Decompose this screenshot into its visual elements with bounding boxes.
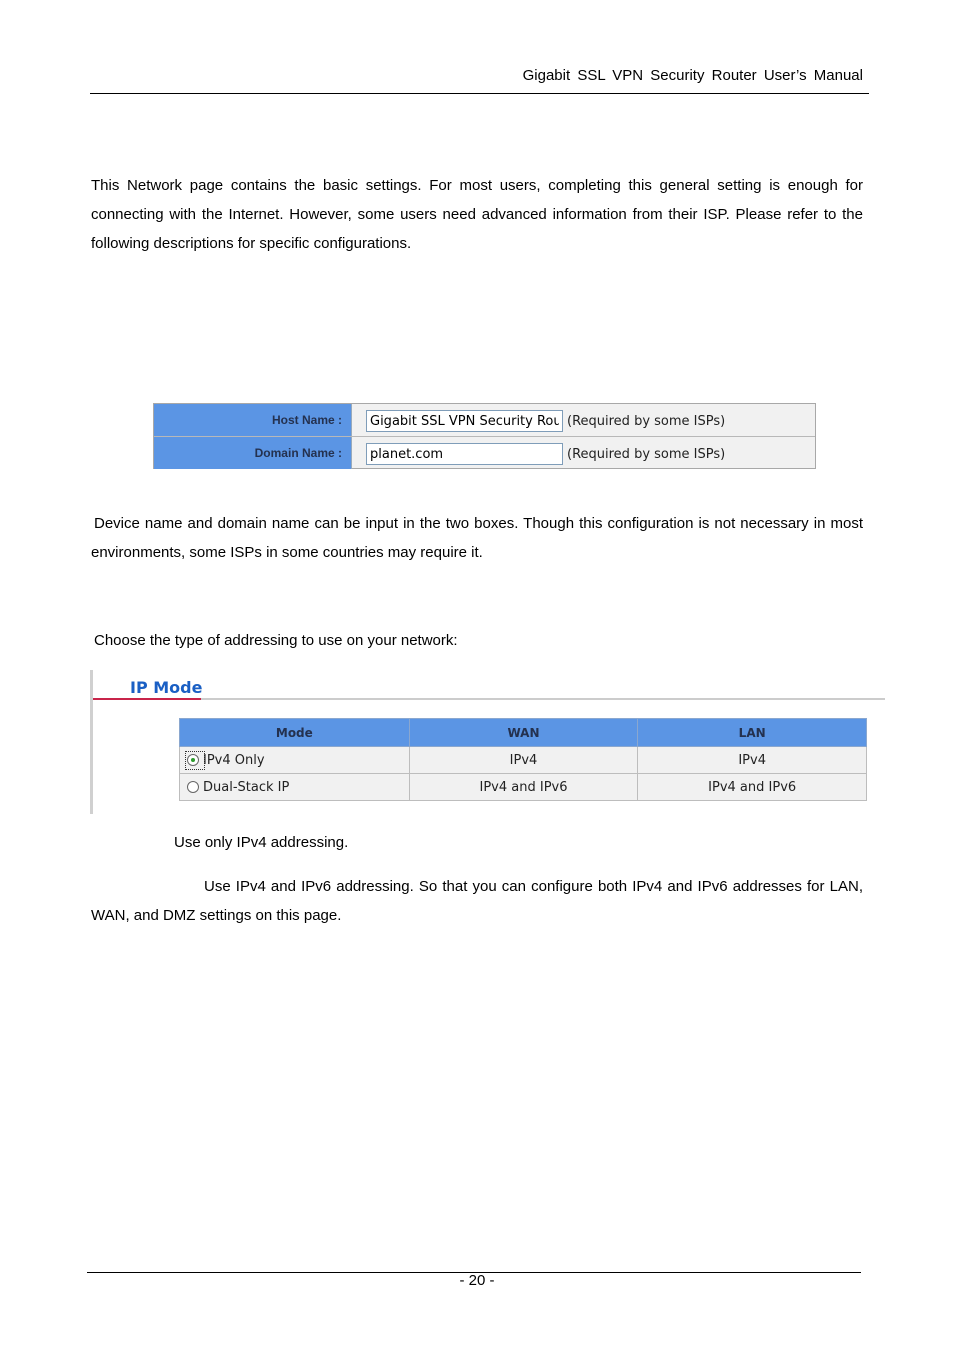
ipv4-only-description (174, 828, 863, 857)
header-divider (90, 93, 869, 94)
table-row (180, 747, 867, 774)
manual-title: Gigabit SSL VPN Security Router User’s Manual (522, 67, 863, 84)
domain-name-label: Domain Name : (154, 437, 352, 469)
ip-mode-divider (93, 698, 885, 700)
lan-cell: IPv4 (638, 747, 867, 774)
radio-focus-ring (187, 753, 203, 768)
dual-stack-description-text: Use IPv4 and IPv6 addressing. So that you can configure both IPv4 and IPv6 addresses for LAN, WAN, and DMZ settings on this page. (91, 878, 863, 924)
ip-mode-title: IP Mode (130, 678, 203, 697)
panel-border (90, 670, 93, 814)
domain-name-input[interactable] (366, 443, 563, 465)
host-name-note: (Required by some ISPs) (567, 414, 726, 429)
addressing-prompt (91, 626, 863, 655)
ipv4-only-radio[interactable] (187, 754, 199, 766)
table-row (180, 774, 867, 801)
host-name-row (154, 404, 815, 437)
page-number: - 20 - (459, 1272, 495, 1289)
ip-mode-header-row (180, 719, 867, 747)
dual-stack-label[interactable]: Dual-Stack IP (203, 779, 290, 795)
ip-mode-underline (93, 698, 201, 700)
host-name-input[interactable] (366, 410, 563, 432)
lan-cell: IPv4 and IPv6 (638, 774, 867, 801)
lan-column-header: LAN (638, 719, 867, 747)
wan-cell: IPv4 (409, 747, 638, 774)
host-description (91, 509, 863, 567)
mode-cell[interactable] (180, 774, 410, 801)
host-description-text: Device name and domain name can be input in the two boxes. Though this configuration is not necessary in most environments, some ISPs in some countries may require it. (91, 515, 863, 561)
domain-name-note: (Required by some ISPs) (567, 447, 726, 462)
host-settings-table (153, 403, 816, 469)
intro-paragraph (91, 171, 863, 258)
wan-cell: IPv4 and IPv6 (409, 774, 638, 801)
mode-column-header: Mode (180, 719, 410, 747)
addressing-prompt-text: Choose the type of addressing to use on your network: (94, 632, 458, 649)
intro-text: This Network page contains the basic settings. For most users, completing this general setting is enough for connecting with the Internet. However, some users need advanced information from their ISP. Please refer to the following descriptions for specific configurations. (91, 177, 863, 252)
ipv4-only-description-text: Use only IPv4 addressing. (174, 834, 349, 851)
wan-column-header: WAN (409, 719, 638, 747)
ipv4-only-label[interactable]: IPv4 Only (203, 752, 265, 768)
domain-name-row (154, 437, 815, 469)
host-name-label: Host Name : (154, 404, 352, 436)
dual-stack-description (91, 872, 863, 930)
dual-stack-radio[interactable] (187, 781, 199, 793)
mode-cell[interactable] (180, 747, 410, 774)
ip-mode-table (179, 718, 867, 801)
